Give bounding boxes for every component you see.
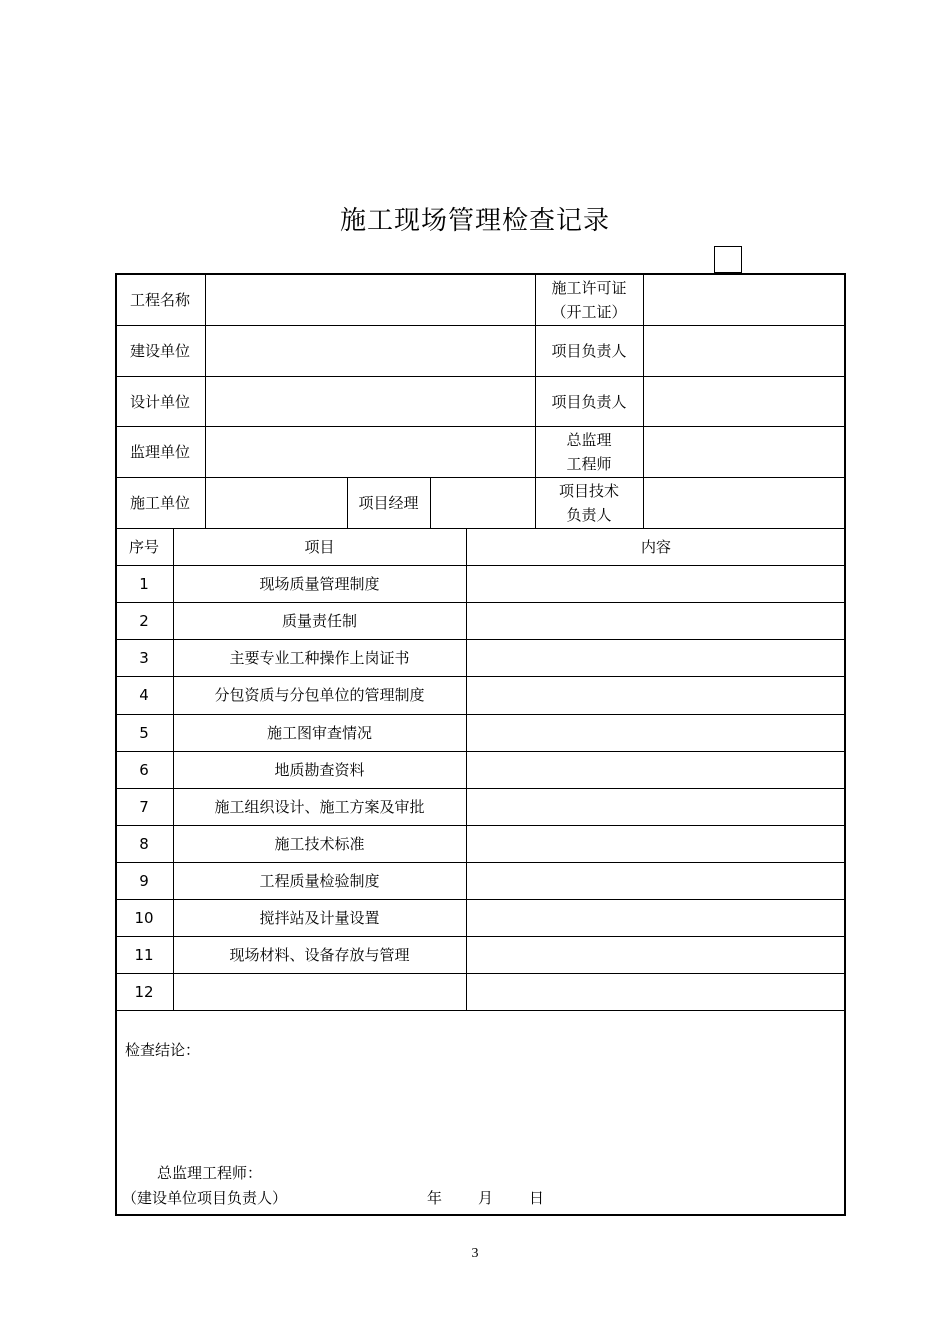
header-label-left: 监理单位 bbox=[129, 442, 190, 461]
conclusion-label: 检查结论： bbox=[125, 1041, 201, 1059]
table-row-no: 10 bbox=[134, 908, 154, 927]
table-row-no: 1 bbox=[139, 574, 149, 593]
column-header-content: 内容 bbox=[640, 537, 671, 556]
header-label-right: 总监理 工程师 bbox=[566, 430, 612, 473]
table-row-item bbox=[173, 973, 466, 1010]
column-header-no: 序号 bbox=[128, 537, 159, 556]
table-row-content bbox=[466, 862, 846, 899]
page-number: 3 bbox=[471, 1246, 479, 1261]
table-row-content bbox=[466, 639, 846, 676]
owner-project-leader-label: （建设单位项目负责人） bbox=[122, 1189, 288, 1207]
header-label-mid: 项目经理 bbox=[358, 493, 419, 512]
table-row-content bbox=[466, 973, 846, 1010]
column-header-item: 项目 bbox=[304, 537, 335, 556]
table-row-content bbox=[466, 936, 846, 973]
table-row-content bbox=[466, 714, 846, 751]
table-row-item: 现场材料、设备存放与管理 bbox=[229, 945, 410, 964]
table-row-content bbox=[466, 565, 846, 602]
header-label-right: 项目负责人 bbox=[551, 392, 627, 411]
table-row-no: 12 bbox=[134, 982, 154, 1001]
table-row-item: 施工组织设计、施工方案及审批 bbox=[214, 797, 425, 816]
table-row-content bbox=[466, 899, 846, 936]
table-row-no: 3 bbox=[139, 648, 149, 667]
table-row-no: 7 bbox=[139, 797, 149, 816]
table-row-content bbox=[466, 788, 846, 825]
table-row-item: 工程质量检验制度 bbox=[259, 871, 380, 890]
header-label-left: 工程名称 bbox=[129, 290, 190, 309]
table-row-content bbox=[466, 751, 846, 788]
table-row-item: 施工图审查情况 bbox=[266, 723, 372, 742]
checkbox-box bbox=[714, 246, 742, 273]
header-label-left: 建设单位 bbox=[129, 341, 190, 360]
header-col-divider bbox=[643, 274, 644, 528]
header-row-divider bbox=[115, 477, 846, 478]
table-row-no: 9 bbox=[139, 871, 149, 890]
header-row-divider bbox=[115, 426, 846, 427]
chief-supervisor-label: 总监理工程师： bbox=[157, 1164, 263, 1182]
page-title: 施工现场管理检查记录 bbox=[339, 206, 610, 236]
table-row-item: 地质勘查资料 bbox=[274, 760, 365, 779]
header-label-right: 施工许可证 （开工证） bbox=[551, 278, 627, 321]
table-row-item: 施工技术标准 bbox=[274, 834, 365, 853]
table-row-content bbox=[466, 825, 846, 862]
table-row-divider bbox=[115, 1010, 846, 1011]
table-row-item: 分包资质与分包单位的管理制度 bbox=[214, 685, 425, 704]
date-month-label: 月 bbox=[478, 1189, 494, 1207]
table-row-no: 8 bbox=[139, 834, 149, 853]
header-label-right: 项目技术 负责人 bbox=[558, 481, 619, 524]
table-row-item: 质量责任制 bbox=[281, 611, 357, 630]
table-row-content bbox=[466, 602, 846, 639]
header-col-divider bbox=[430, 477, 431, 528]
table-row-item: 主要专业工种操作上岗证书 bbox=[229, 648, 410, 667]
header-row-divider bbox=[115, 325, 846, 326]
date-day-label: 日 bbox=[529, 1189, 545, 1207]
date-year-label: 年 bbox=[427, 1189, 443, 1207]
table-row-no: 6 bbox=[139, 760, 149, 779]
header-label-left: 设计单位 bbox=[129, 392, 190, 411]
table-row-item: 搅拌站及计量设置 bbox=[259, 908, 380, 927]
table-row-no: 11 bbox=[134, 945, 154, 964]
header-row-divider bbox=[115, 376, 846, 377]
table-row-no: 2 bbox=[139, 611, 149, 630]
header-label-right: 项目负责人 bbox=[551, 341, 627, 360]
table-row-no: 4 bbox=[139, 685, 149, 704]
header-col-divider bbox=[205, 274, 206, 528]
table-row-item: 现场质量管理制度 bbox=[259, 574, 380, 593]
table-row-content bbox=[466, 676, 846, 713]
table-row-no: 5 bbox=[139, 723, 149, 742]
header-label-left: 施工单位 bbox=[129, 493, 190, 512]
